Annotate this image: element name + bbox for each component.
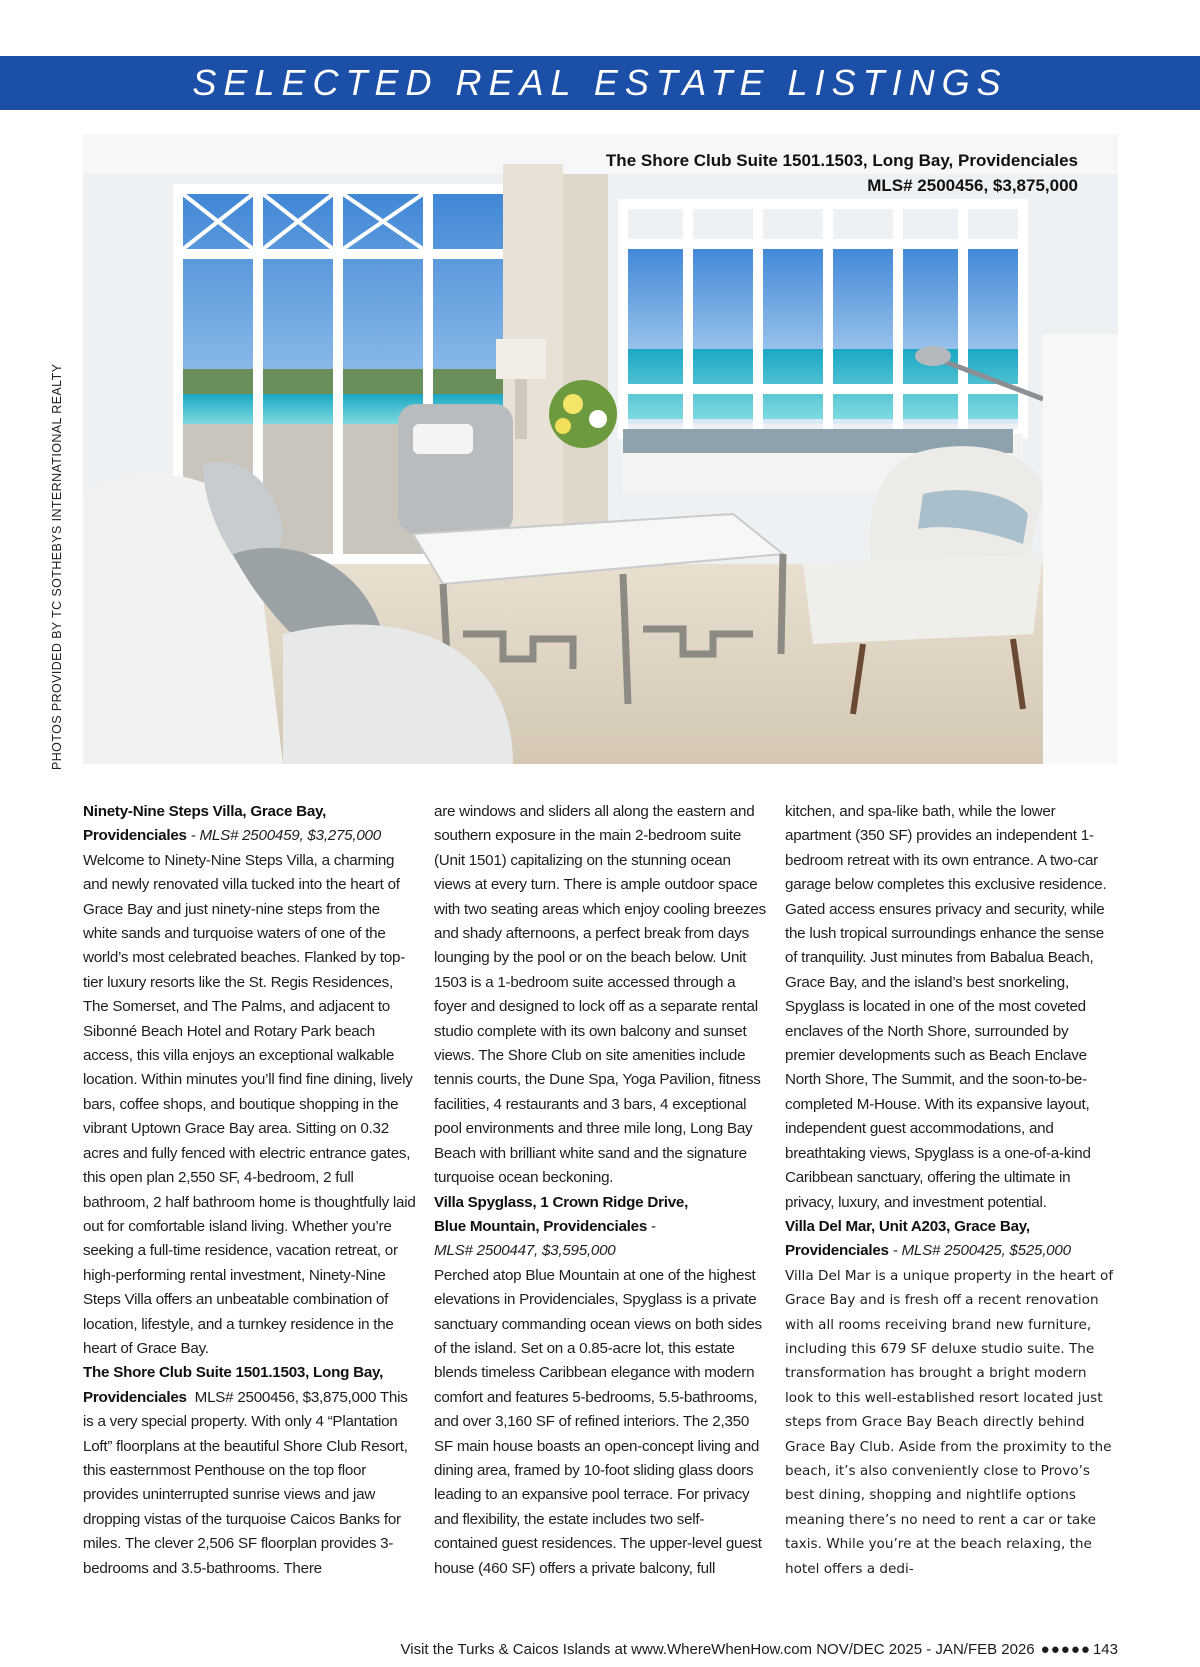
photo-caption-mls: MLS# 2500456, $3,875,000	[867, 176, 1078, 195]
listing-villa-del-mar: Villa Del Mar, Unit A203, Grace Bay, Providenciales - MLS# 2500425, $525,000	[785, 1217, 1071, 1260]
listing-mls: MLS# 2500456, $3,875,000	[194, 1388, 377, 1406]
page-number: 143	[1092, 1641, 1118, 1658]
listing-description: are windows and sliders all along the eastern and southern exposure in the main 2-bedroom suite (Unit 1501) capitalizing on the stunning ocean views at every turn. There is ample outdoor space with two seating areas which enjoy cooling breezes and shady afternoons, a perfect break from days lounging by the pool or on the beach below. Unit 1503 is a 1-bedroom suite accessed through a foyer and designed to lock off as a separate rental studio complete with its own balcony and sunset views. The Shore Club on site amenities include tennis courts, the Dune Spa, Yoga Pavilion, fitness facilities, 4 restaurants and 3 bars, 4 exceptional pool environments and three mile long, Long Bay Beach with brilliant white sand and the signature turquoise ocean beckoning.	[434, 803, 766, 1187]
listing-villa-del-mar-description	[785, 1264, 1118, 1581]
listing-shore-club	[83, 1361, 416, 1581]
listing-villa-spyglass-continued	[785, 800, 1118, 1215]
listing-description: kitchen, and spa-like bath, while the lower apartment (350 SF) provides an independent 1-bedroom retreat with its own entrance. A two-car garage below completes this exclusive residence. Gated access ensures privacy and security, while the lush tropical surroundings enhance the sense of tranquility. Just minutes from Babalua Beach, Grace Bay, and the island’s best snorkeling, Spyglass is located in one of the most coveted enclaves of the North Shore, surrounded by premier developments such as Beach Enclave North Shore, The Summit, and the soon-to-be-completed M-House. With its expansive layout, independent guest accommodations, and breathtaking views, Spyglass is a one-of-a-kind Caribbean sanctuary, offering the ultimate in privacy, luxury, and investment potential.	[785, 803, 1107, 1211]
photo-caption	[606, 148, 1078, 198]
photo-caption-title: The Shore Club Suite 1501.1503, Long Bay, Providenciales	[605, 151, 1078, 170]
listing-title-line-1: Villa Spyglass, 1 Crown Ridge Drive,	[434, 1193, 689, 1211]
listing-shore-club-continued	[434, 800, 767, 1191]
listing-description: This is a very special property. With only 4 “Plantation Loft” floorplans at the beautiful Shore Club Resort, this easternmost Penthouse on the top floor provides uninterrupted sunrise views and jaw dropping vistas of the turquoise Caicos Banks for miles. The clever 2,506 SF floorplan provides 3-bedrooms and 3.5-bathrooms. There	[83, 1388, 408, 1577]
listing-description: Perched atop Blue Mountain at one of the highest elevations in Providenciales, Spyglass is a private sanctuary commanding ocean views on both sides of the island. Set on a 0.85-acre lot, this estate blends timeless Caribbean elegance with modern comfort and features 5-bedrooms, 5.5-bathrooms, and over 3,160 SF of refined interiors. The 2,350 SF main house boasts an open-concept living and dining area, framed by 10-foot sliding glass doors leading to an expansive pool terrace. For privacy and flexibility, the estate includes two self-contained guest residences. The upper-level guest house (460 SF) offers a private balcony, full	[434, 1266, 762, 1577]
photo-credit: PHOTOS PROVIDED BY TC SOTHEBYS INTERNATIONAL REALTY	[50, 363, 64, 770]
listing-villa-spyglass: Villa Spyglass, 1 Crown Ridge Drive, Blue Mountain, Providenciales - MLS# 2500447, $3,595,000 Perched atop Blue Mountain at one of the highest elevations in Providenciales, Spyglass is a private sanctuary commanding ocean views on both sides of the island. Set on a 0.85-acre lot, this estate blends timeless Caribbean elegance with modern comfort and features 5-bedrooms, 5.5-bathrooms, and over 3,160 SF of refined interiors. The 2,350 SF main house boasts an open-concept living and dining area, framed by 10-foot sliding glass doors leading to an expansive pool terrace. For privacy and flexibility, the estate includes two self-contained guest residences. The upper-level guest house (460 SF) offers a private balcony, full	[434, 1193, 762, 1577]
listing-title: The Shore Club Suite 1501.1503, Long Bay, Providenciales	[83, 1364, 384, 1406]
listing-photo	[83, 134, 1118, 764]
column-2	[434, 800, 767, 1577]
listing-mls: MLS# 2500447, $3,595,000	[434, 1242, 616, 1260]
living-room-illustration	[83, 134, 1118, 764]
page-footer	[401, 1641, 1118, 1658]
column-1	[83, 800, 416, 1577]
listing-mls: MLS# 2500425, $525,000	[901, 1242, 1071, 1260]
listing-title: Villa Del Mar, Unit A203, Grace Bay, Providenciales	[785, 1217, 1030, 1260]
listing-title-line-2: Blue Mountain, Providenciales	[434, 1217, 648, 1235]
listing-mls: MLS# 2500459, $3,275,000	[199, 827, 381, 845]
listing-description: Villa Del Mar is a unique property in the heart of Grace Bay and is fresh off a recent renovation with all rooms receiving brand new furniture, including this 679 SF deluxe studio suite. The transformation has brought a bright modern look to this well-established resort located just steps from Grace Bay Beach directly behind Grace Bay Club. Aside from the proximity to the beach, it’s also conveniently close to Provo’s best dining, shopping and nightlife options meaning there’s no need to rent a car or take taxis. While you’re at the beach relaxing, the hotel offers a dedi-	[785, 1267, 1114, 1577]
footer-text: Visit the Turks & Caicos Islands at www.WhereWhenHow.com NOV/DEC 2025 - JAN/FEB 2026	[400, 1641, 1035, 1658]
header-banner	[0, 56, 1200, 110]
page-title: SELECTED REAL ESTATE LISTINGS	[192, 62, 1008, 103]
listing-description: Welcome to Ninety-Nine Steps Villa, a charming and newly renovated villa tucked into the heart of Grace Bay and just ninety-nine steps from the white sands and turquoise waters of one of the world’s most celebrated beaches. Flanked by top-tier luxury resorts like the St. Regis Residences, The Somerset, and The Palms, and adjacent to Sibonné Beach Hotel and Rotary Park beach access, this villa enjoys an exceptional walkable location. Within minutes you’ll find fine dining, lively bars, coffee shops, and boutique shopping in the vibrant Uptown Grace Bay area. Sitting on 0.32 acres and fully fenced with electric entrance gates, this open plan 2,550 SF, 4-bedroom, 2 full bathroom, 2 half bathroom home is thoughtfully laid out for comfortable island living. Whether you’re seeking a full-time residence, vacation retreat, or high-performing rental investment, Ninety-Nine Steps Villa offers an unbeatable combination of location, lifestyle, and a turnkey residence in the heart of Grace Bay.	[83, 851, 416, 1357]
listing-title: Ninety-Nine Steps Villa, Grace Bay, Providenciales	[83, 803, 327, 845]
column-3	[785, 800, 1118, 1577]
listing-ninety-nine-steps: Ninety-Nine Steps Villa, Grace Bay, Providenciales - MLS# 2500459, $3,275,000 Welcome to Ninety-Nine Steps Villa, a charming and newly renovated villa tucked into the heart of Grace Bay and just ninety-nine steps from the white sands and turquoise waters of one of the world’s most celebrated beaches. Flanked by top-tier luxury resorts like the St. Regis Residences, The Somerset, and The Palms, and adjacent to Sibonné Beach Hotel and Rotary Park beach access, this villa enjoys an exceptional walkable location. Within minutes you’ll find fine dining, lively bars, coffee shops, and boutique shopping in the vibrant Uptown Grace Bay area. Sitting on 0.32 acres and fully fenced with electric entrance gates, this open plan 2,550 SF, 4-bedroom, 2 full bathroom, 2 half bathroom home is thoughtfully laid out for comfortable island living. Whether you’re seeking a full-time residence, vacation retreat, or high-performing rental investment, Ninety-Nine Steps Villa offers an unbeatable combination of location, lifestyle, and a turnkey residence in the heart of Grace Bay.	[83, 803, 416, 1357]
article-columns	[83, 800, 1118, 1577]
footer-dots: ●●●●●	[1040, 1641, 1091, 1658]
